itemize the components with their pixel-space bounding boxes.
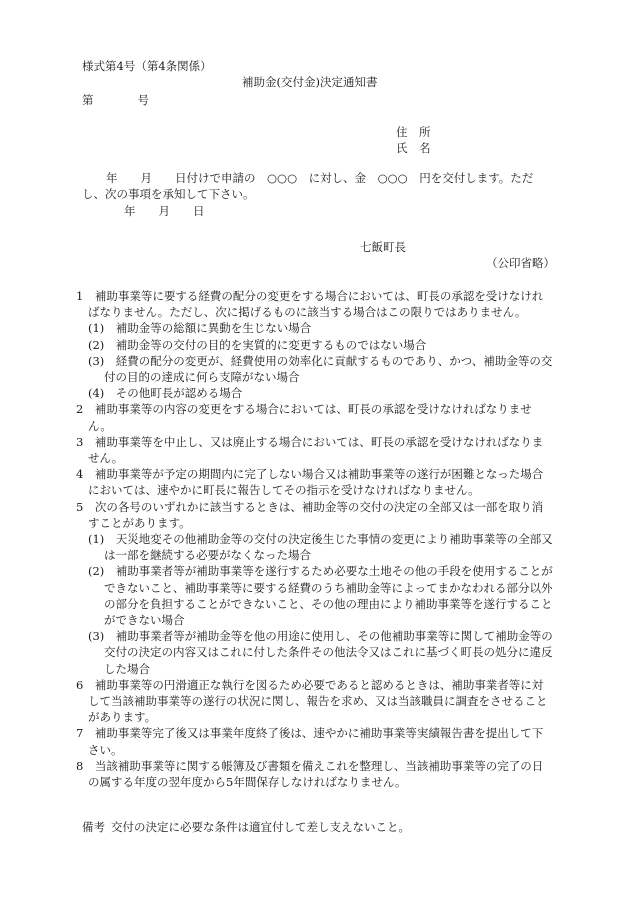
- issuer-name: 七飯町長: [360, 240, 406, 254]
- remarks-text: 交付の決定に必要な条件は適宜付して差し支えないこと。: [111, 820, 410, 834]
- condition-subitem: (2) 補助金等の交付の目的を実質的に変更するものではない場合: [88, 337, 427, 352]
- condition-item: 1 補助事業等に要する経費の配分の変更をする場合においては、町長の承認を受けなければなりません。ただし、次に掲げるものに該当する場合はこの限りではありません。: [76, 289, 544, 320]
- condition-item: 8 当該補助事業等に関する帳簿及び書類を備えこれを整理し、当該補助事業等の完了の日の属する年度の翌年度から5年間保存しなければなりません。: [76, 758, 544, 790]
- condition-subitem: (1) 補助金等の総額に異動を生じない場合: [88, 321, 312, 336]
- condition-item: 6 補助事業等の円滑適正な執行を図るため必要であると認めるときは、補助事業者等に対して当該補助事業等の遂行の状況に関し、報告を求め、又は当該職員に調査をさせることがあります。: [76, 677, 548, 725]
- condition-item: 2 補助事業等の内容の変更をする場合においては、町長の承認を受けなければなりません。: [76, 402, 532, 433]
- condition-subitem: (3) 補助事業者等が補助金等を他の用途に使用し、その他補助事業等に関して補助金等の交付の決定の内容又はこれに付した条件その他法令又はこれに基づく町長の処分に違反した場合: [88, 629, 553, 676]
- document-number: [82, 92, 149, 108]
- document-number-suffix: 号: [137, 93, 149, 107]
- condition-item: 5 次の各号のいずれかに該当するときは、補助金等の交付の決定の全部又は一部を取り消すことがあります。: [76, 499, 544, 530]
- document-title: 補助金(交付金)決定通知書: [242, 75, 378, 89]
- address-label: 住 所: [396, 125, 431, 139]
- condition-item: 3 補助事業等を中止し、又は廃止する場合においては、町長の承認を受けなければなりません。: [76, 434, 544, 466]
- condition-subitem: (2) 補助事業者等が補助事業等を遂行するため必要な土地その他の手段を使用することができないこと、補助事業等に要する経費のうち補助金等によってまかなわれる部分以外の部分を負担することができないこと、その他の理由により補助事業等を遂行することができない場合: [88, 564, 553, 628]
- condition-subitem: (3) 経費の配分の変更が、経費使用の効率化に貢献するものであり、かつ、補助金等の交付の目的の達成に何ら支障がない場合: [88, 353, 553, 385]
- condition-subitem: (1) 天災地変その他補助金等の交付の決定後生じた事情の変更により補助事業等の全部又は一部を継続する必要がなくなった場合: [88, 532, 553, 563]
- document-number-prefix: 第: [82, 93, 94, 107]
- condition-item: 7 補助事業等完了後又は事業年度終了後は、速やかに補助事業等実績報告書を提出して下さい。: [76, 726, 544, 757]
- name-label: 氏 名: [396, 141, 431, 155]
- notice-date: 年 月 日: [124, 204, 205, 218]
- condition-item: 4 補助事業等が予定の期間内に完了しない場合又は補助事業等の遂行が困難となった場合においては、速やかに町長に報告してその指示を受けなければなりません。: [76, 467, 544, 498]
- remarks: [82, 819, 410, 835]
- conditions-list: [76, 288, 554, 790]
- condition-subitem: (4) その他町長が認める場合: [88, 386, 243, 401]
- form-number: 様式第4号（第4条関係）: [82, 59, 212, 73]
- notice-body: 年 月 日付けで申請の ○○○ に対し、金 ○○○ 円を交付します。ただし、次の事項を承知して下さい。: [82, 171, 534, 201]
- seal-note: （公印省略）: [486, 256, 555, 270]
- remarks-label: 備考: [82, 820, 105, 834]
